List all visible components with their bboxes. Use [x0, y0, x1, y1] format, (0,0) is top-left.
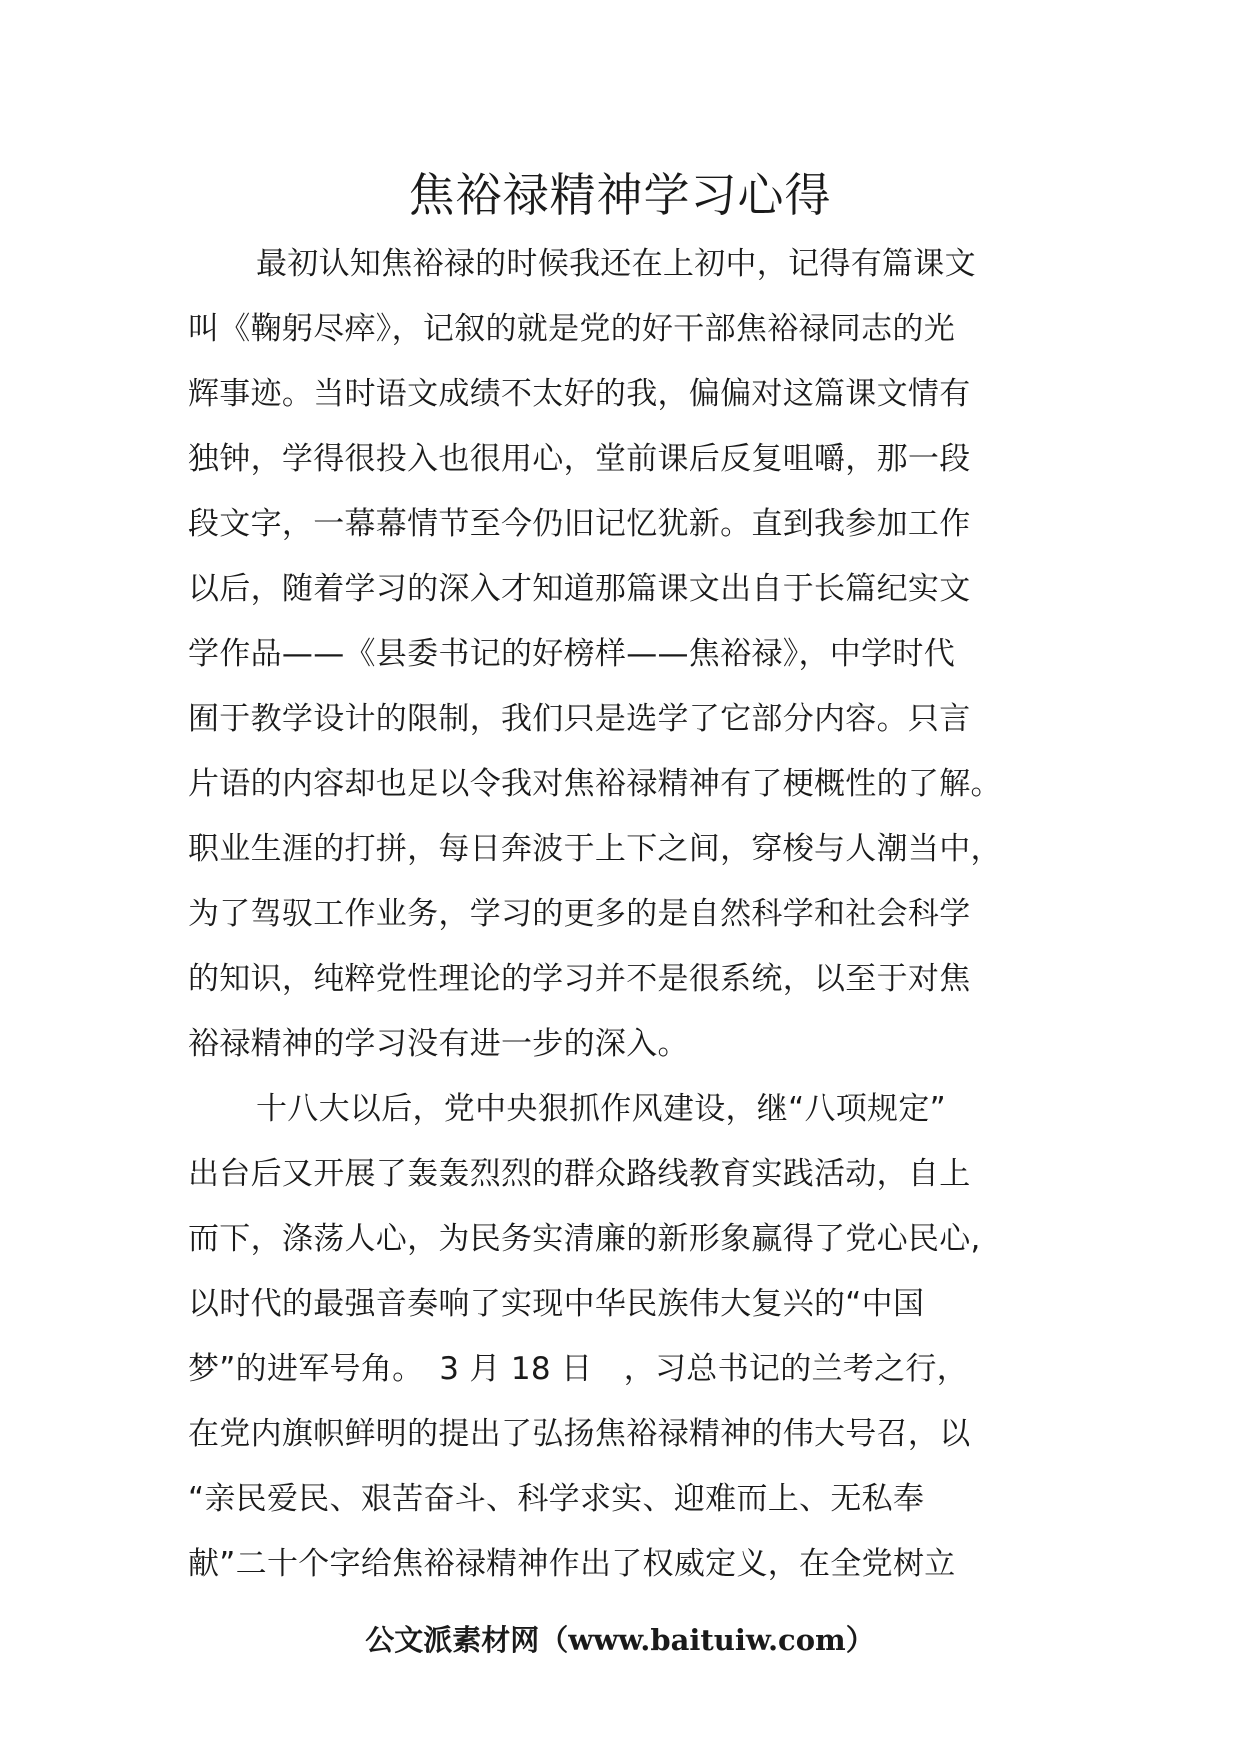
footer-watermark: 公文派素材网（www.baituiw.com） [365, 1623, 875, 1657]
paragraph-1-line-1: 最初认知焦裕禄的时候我还在上初中，记得有篇课文 [256, 246, 976, 282]
paragraph-2-line-7: “亲民爱民、艰苦奋斗、科学求实、迎难而上、无私奉 [188, 1481, 925, 1517]
paragraph-1-line-5: 段文字，一幕幕情节至今仍旧记忆犹新。直到我参加工作 [188, 506, 971, 542]
paragraph-1-line-7: 学作品——《县委书记的好榜样——焦裕禄》，中学时代 [188, 636, 955, 672]
paragraph-1-line-11: 为了驾驭工作业务，学习的更多的是自然科学和社会科学 [188, 896, 971, 932]
paragraph-1-line-6: 以后，随着学习的深入才知道那篇课文出自于长篇纪实文 [188, 571, 971, 607]
paragraph-2-line-5: 梦”的进军号角。 3 月 18 日 ，习总书记的兰考之行， [188, 1351, 968, 1387]
document-title: 焦裕禄精神学习心得 [408, 168, 832, 222]
paragraph-2-line-2: 出台后又开展了轰轰烈烈的群众路线教育实践活动，自上 [188, 1156, 971, 1192]
paragraph-1-line-2: 叫《鞠躬尽瘁》，记叙的就是党的好干部焦裕禄同志的光 [188, 311, 955, 347]
paragraph-2-line-3: 而下，涤荡人心，为民务实清廉的新形象赢得了党心民心, [188, 1221, 981, 1257]
paragraph-1-line-4: 独钟，学得很投入也很用心，堂前课后反复咀嚼，那一段 [188, 441, 971, 477]
paragraph-2-line-1: 十八大以后，党中央狠抓作风建设，继“八项规定” [256, 1091, 947, 1127]
paragraph-2-line-6: 在党内旗帜鲜明的提出了弘扬焦裕禄精神的伟大号召，以 [188, 1416, 971, 1452]
paragraph-1-line-8: 囿于教学设计的限制，我们只是选学了它部分内容。只言 [188, 701, 971, 737]
paragraph-1-line-3: 辉事迹。当时语文成绩不太好的我，偏偏对这篇课文情有 [188, 376, 971, 412]
paragraph-1-line-9: 片语的内容却也足以令我对焦裕禄精神有了梗概性的了解。 [188, 766, 1002, 802]
paragraph-1-line-13: 裕禄精神的学习没有进一步的深入。 [188, 1026, 689, 1062]
paragraph-2-line-4: 以时代的最强音奏响了实现中华民族伟大复兴的“中国 [188, 1286, 925, 1322]
paragraph-1-line-12: 的知识，纯粹党性理论的学习并不是很系统，以至于对焦 [188, 961, 971, 997]
document-body [188, 232, 1068, 1597]
paragraph-1-line-10: 职业生涯的打拼，每日奔波于上下之间，穿梭与人潮当中， [188, 831, 1002, 867]
paragraph-2-line-8: 献”二十个字给焦裕禄精神作出了权威定义，在全党树立 [188, 1546, 956, 1582]
